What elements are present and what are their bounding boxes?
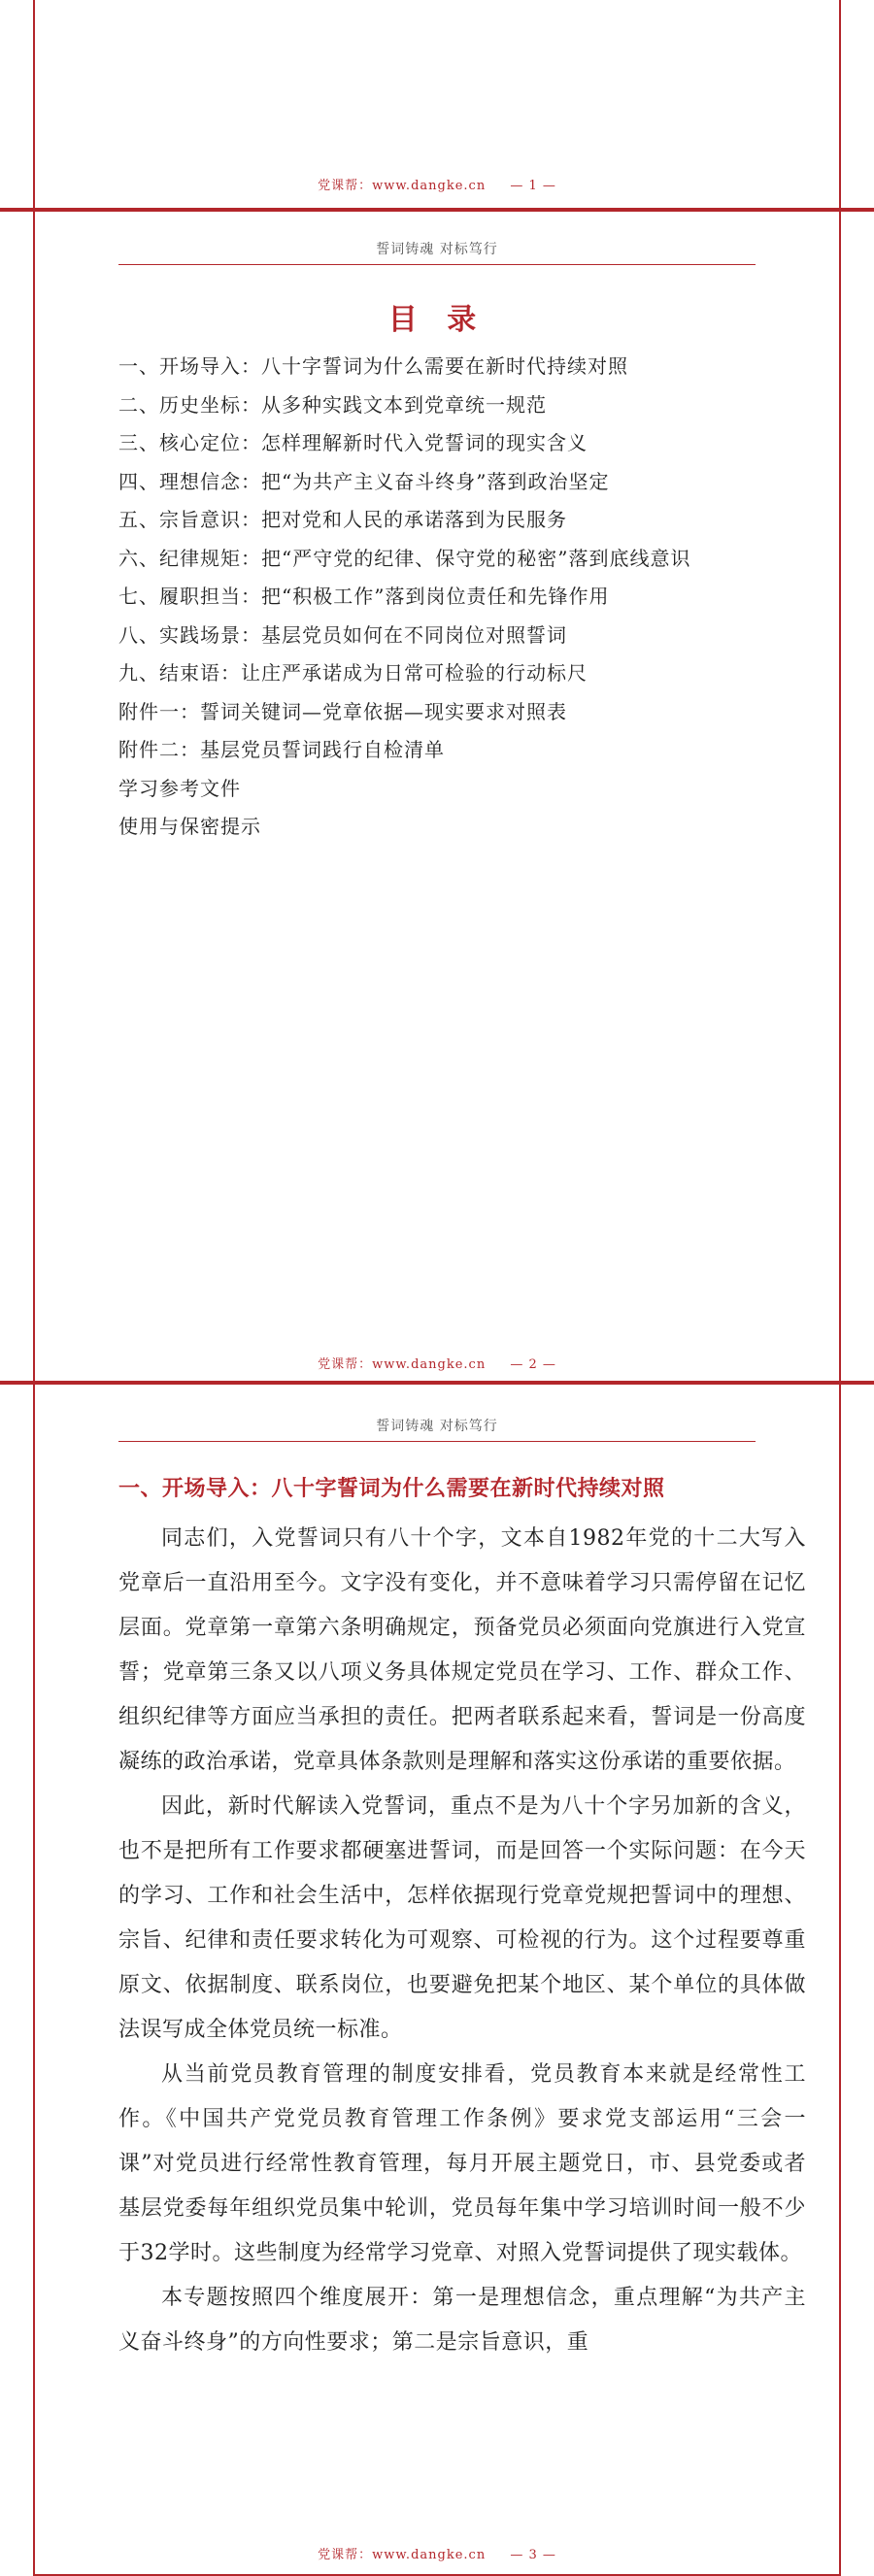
- body-paragraph: 因此，新时代解读入党誓词，重点不是为八十个字另加新的含义，也不是把所有工作要求都硬塞进誓词，而是回答一个实际问题：在今天的学习、工作和社会生活中，怎样依据现行党章党规把誓词中的理想、宗旨、纪律和责任要求转化为可观察、可检视的行为。这个过程要尊重原文、依据制度、联系岗位，也要避免把某个地区、某个单位的具体做法误写成全体党员统一标准。: [118, 1794, 806, 2042]
- toc-item[interactable]: 附件二：基层党员誓词践行自检清单: [118, 738, 445, 761]
- footer-page-number: — 2 —: [510, 1357, 556, 1372]
- header-rule: [118, 1441, 756, 1442]
- toc-item[interactable]: 四、理想信念：把“为共产主义奋斗终身”落到政治坚定: [118, 469, 610, 493]
- body-paragraph: 从当前党员教育管理的制度安排看，党员教育本来就是经常性工作。《中国共产党党员教育管理工作条例》要求党支部运用“三会一课”对党员进行经常性教育管理，每月开展主题党日，市、县党委或者基层党委每年组织党员集中轮训，党员每年集中学习培训时间一般不少于32学时。这些制度为经常学习党章、对照入党誓词提供了现实载体。: [118, 2062, 806, 2265]
- toc-item[interactable]: 使用与保密提示: [118, 815, 261, 838]
- page-footer: [35, 1354, 839, 1372]
- running-header: 誓词铸魂 对标笃行: [376, 1419, 498, 1434]
- section-body: [118, 1517, 806, 2365]
- page-2-toc: [33, 210, 841, 1383]
- toc-item[interactable]: 二、历史坐标：从多种实践文本到党章统一规范: [118, 392, 547, 417]
- page-3-section-1: [33, 1383, 841, 2576]
- header-rule: [118, 264, 756, 265]
- footer-site: 党课帮：www.dangke.cn: [318, 179, 487, 193]
- toc-item[interactable]: 八、实践场景：基层党员如何在不同岗位对照誓词: [118, 622, 567, 647]
- body-paragraph: 同志们，入党誓词只有八十个字，文本自1982年党的十二大写入党章后一直沿用至今。文字没有变化，并不意味着学习只需停留在记忆层面。党章第一章第六条明确规定，预备党员必须面向党旗进行入党宣誓；党章第三条又以八项义务具体规定党员在学习、工作、群众工作、组织纪律等方面应当承担的责任。把两者联系起来看，誓词是一份高度凝练的政治承诺，党章具体条款则是理解和落实这份承诺的重要依据。: [118, 1526, 806, 1774]
- footer-site: 党课帮：www.dangke.cn: [318, 2548, 487, 2562]
- toc-list: [118, 348, 800, 847]
- body-paragraph: 本专题按照四个维度展开：第一是理想信念，重点理解“为共产主义奋斗终身”的方向性要求；第二是宗旨意识，重: [118, 2286, 806, 2355]
- page-footer: [35, 2544, 839, 2562]
- toc-item[interactable]: 九、结束语：让庄严承诺成为日常可检验的行动标尺: [118, 661, 588, 685]
- toc-item[interactable]: 一、开场导入：八十字誓词为什么需要在新时代持续对照: [118, 354, 628, 378]
- toc-item[interactable]: 五、宗旨意识：把对党和人民的承诺落到为民服务: [118, 508, 567, 531]
- toc-item[interactable]: 六、纪律规矩：把“严守党的纪律、保守党的秘密”落到底线意识: [118, 546, 691, 570]
- running-header: 誓词铸魂 对标笃行: [376, 242, 498, 257]
- toc-item[interactable]: 学习参考文件: [118, 776, 241, 800]
- footer-site: 党课帮：www.dangke.cn: [318, 1357, 487, 1372]
- footer-page-number: — 3 —: [510, 2548, 556, 2562]
- toc-item[interactable]: 三、核心定位：怎样理解新时代入党誓词的现实含义: [118, 431, 588, 454]
- section-heading: 一、开场导入：八十字誓词为什么需要在新时代持续对照: [118, 1477, 665, 1501]
- page-1: [33, 0, 841, 210]
- toc-item[interactable]: 附件一：誓词关键词—党章依据—现实要求对照表: [118, 699, 567, 723]
- toc-title: 目 录: [387, 303, 487, 337]
- page-footer: [35, 175, 839, 193]
- footer-page-number: — 1 —: [510, 179, 556, 193]
- toc-item[interactable]: 七、履职担当：把“积极工作”落到岗位责任和先锋作用: [118, 585, 610, 608]
